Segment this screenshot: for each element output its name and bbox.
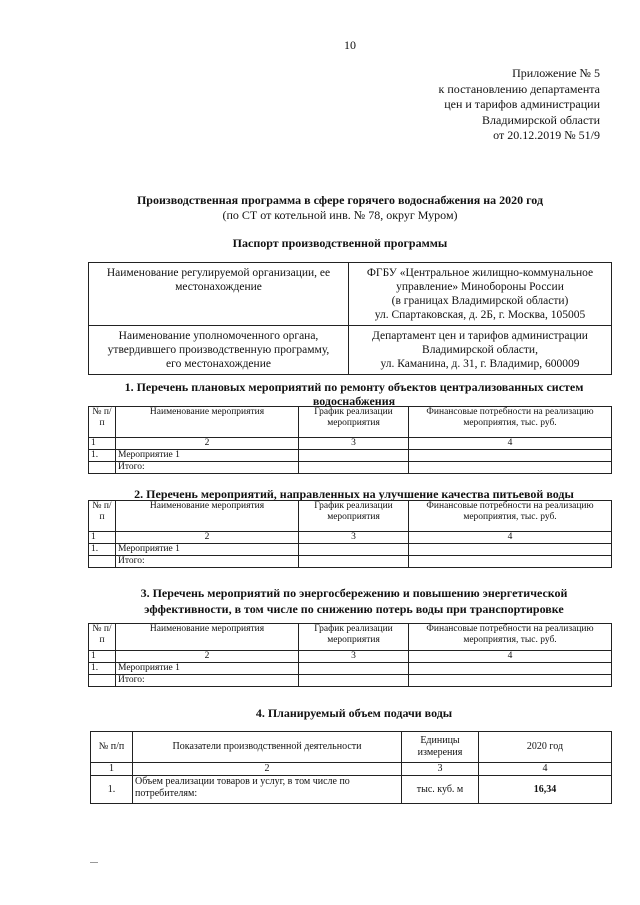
total-label: Итого: — [116, 675, 299, 687]
section-1-title — [88, 380, 620, 408]
row-number: 1. — [91, 776, 133, 804]
total-finance — [409, 556, 612, 568]
total-empty — [89, 462, 116, 474]
total-empty — [89, 675, 116, 687]
col-number: 2 — [116, 532, 299, 544]
total-row — [89, 556, 612, 568]
row-number: 1. — [89, 450, 116, 462]
col-number: 3 — [402, 763, 479, 776]
col-header-name: Наименование мероприятия — [116, 501, 299, 532]
header-row — [89, 501, 612, 532]
passport-title: Паспорт производственной программы — [232, 236, 448, 250]
total-schedule — [299, 556, 409, 568]
row-name: Мероприятие 1 — [116, 450, 299, 462]
passport-table — [88, 262, 612, 375]
col-number-row — [89, 651, 612, 663]
total-label: Итого: — [116, 462, 299, 474]
header-row — [91, 732, 612, 763]
col-header-name: Наименование мероприятия — [116, 624, 299, 651]
col-number: 4 — [409, 532, 612, 544]
passport-value-line: Владимирской области, — [422, 344, 538, 356]
total-finance — [409, 462, 612, 474]
col-number: 1 — [89, 438, 116, 450]
total-row — [89, 462, 612, 474]
row-value: 16,34 — [479, 776, 612, 804]
table-row — [91, 776, 612, 804]
table-row — [89, 544, 612, 556]
section-1-table — [88, 406, 612, 474]
col-number: 4 — [409, 651, 612, 663]
total-schedule — [299, 462, 409, 474]
passport-value-line: (в границах Владимирской области) — [391, 295, 569, 307]
scan-mark — [90, 862, 98, 863]
document-subtitle: (по СТ от котельной инв. № 78, округ Муром) — [222, 208, 458, 222]
row-number: 1. — [89, 544, 116, 556]
appendix-line: Владимирской области — [482, 112, 600, 127]
passport-label-line: утвердившего производственную программу, — [107, 344, 330, 356]
col-header-year: 2020 год — [479, 732, 612, 763]
row-finance — [409, 450, 612, 462]
passport-value-line: управление» Минобороны России — [396, 281, 564, 293]
passport-value — [349, 326, 612, 375]
total-label: Итого: — [116, 556, 299, 568]
col-number: 3 — [299, 438, 409, 450]
row-schedule — [299, 544, 409, 556]
table-row — [89, 663, 612, 675]
col-header-name: Наименование мероприятия — [116, 407, 299, 438]
section-title-line: 1. Перечень плановых мероприятий по ремонту объектов централизованных систем — [124, 380, 584, 394]
page-number: 10 — [344, 38, 356, 52]
col-header-schedule: График реализации мероприятия — [299, 501, 409, 532]
passport-value-line: Департамент цен и тарифов администрации — [372, 330, 588, 342]
row-unit: тыс. куб. м — [402, 776, 479, 804]
row-name: Мероприятие 1 — [116, 544, 299, 556]
total-row — [89, 675, 612, 687]
appendix-line: Приложение № 5 — [512, 66, 600, 80]
col-number: 2 — [133, 763, 402, 776]
row-indicator: Объем реализации товаров и услуг, в том числе по потребителям: — [133, 776, 402, 804]
col-number: 3 — [299, 651, 409, 663]
col-header-schedule: График реализации мероприятия — [299, 407, 409, 438]
header-row — [89, 624, 612, 651]
col-number: 1 — [91, 763, 133, 776]
row-schedule — [299, 450, 409, 462]
col-header-number: № п/п — [89, 624, 116, 651]
section-2-title: 2. Перечень мероприятий, направленных на улучшение качества питьевой воды — [134, 487, 574, 501]
row-name: Мероприятие 1 — [116, 663, 299, 675]
col-number: 1 — [89, 651, 116, 663]
section-2-table — [88, 500, 612, 568]
passport-row — [89, 326, 612, 375]
col-header-number: № п/п — [91, 732, 133, 763]
appendix-line: к постановлению департамента — [438, 81, 600, 96]
section-title-line: эффективности, в том числе по снижению потерь воды при транспортировке — [144, 602, 564, 616]
section-3-table — [88, 623, 612, 687]
header-row — [89, 407, 612, 438]
passport-value-line: ул. Каманина, д. 31, г. Владимир, 600009 — [380, 358, 580, 370]
col-header-finance: Финансовые потребности на реализацию мероприятия, тыс. руб. — [409, 624, 612, 651]
col-number-row — [89, 438, 612, 450]
passport-value — [349, 263, 612, 326]
passport-row — [89, 263, 612, 326]
section-title-line: водоснабжения — [312, 394, 396, 408]
col-number: 2 — [116, 651, 299, 663]
col-header-unit: Единицы измерения — [402, 732, 479, 763]
row-number: 1. — [89, 663, 116, 675]
col-number: 2 — [116, 438, 299, 450]
col-number: 4 — [479, 763, 612, 776]
table-row — [89, 450, 612, 462]
appendix-line: от 20.12.2019 № 51/9 — [493, 128, 600, 142]
passport-value-line: ФГБУ «Центральное жилищно-коммунальное — [366, 267, 594, 279]
row-schedule — [299, 663, 409, 675]
passport-label — [89, 326, 349, 375]
col-header-number: № п/п — [89, 407, 116, 438]
col-header-finance: Финансовые потребности на реализацию мероприятия, тыс. руб. — [409, 501, 612, 532]
col-header-number: № п/п — [89, 501, 116, 532]
appendix-line: цен и тарифов администрации — [444, 97, 600, 111]
document-title: Производственная программа в сфере горячего водоснабжения на 2020 год — [136, 193, 544, 207]
appendix-header — [400, 66, 600, 144]
col-number: 4 — [409, 438, 612, 450]
passport-value-line: ул. Спартаковская, д. 2Б, г. Москва, 105005 — [374, 309, 586, 321]
section-4-title: 4. Планируемый объем подачи воды — [255, 706, 453, 720]
col-number: 3 — [299, 532, 409, 544]
total-schedule — [299, 675, 409, 687]
col-number-row — [91, 763, 612, 776]
total-empty — [89, 556, 116, 568]
col-header-finance: Финансовые потребности на реализацию мероприятия, тыс. руб. — [409, 407, 612, 438]
total-finance — [409, 675, 612, 687]
col-header-indicator: Показатели производственной деятельности — [133, 732, 402, 763]
section-3-title — [88, 585, 620, 617]
passport-label-line: его местонахождение — [166, 358, 271, 370]
passport-label-line: Наименование уполномоченного органа, — [118, 330, 319, 342]
row-finance — [409, 663, 612, 675]
passport-label: Наименование регулируемой организации, ее местонахождение — [89, 263, 349, 326]
col-header-schedule: График реализации мероприятия — [299, 624, 409, 651]
col-number-row — [89, 532, 612, 544]
col-number: 1 — [89, 532, 116, 544]
section-4-table — [90, 731, 612, 804]
row-finance — [409, 544, 612, 556]
section-title-line: 3. Перечень мероприятий по энергосбережению и повышению энергетической — [140, 586, 568, 600]
